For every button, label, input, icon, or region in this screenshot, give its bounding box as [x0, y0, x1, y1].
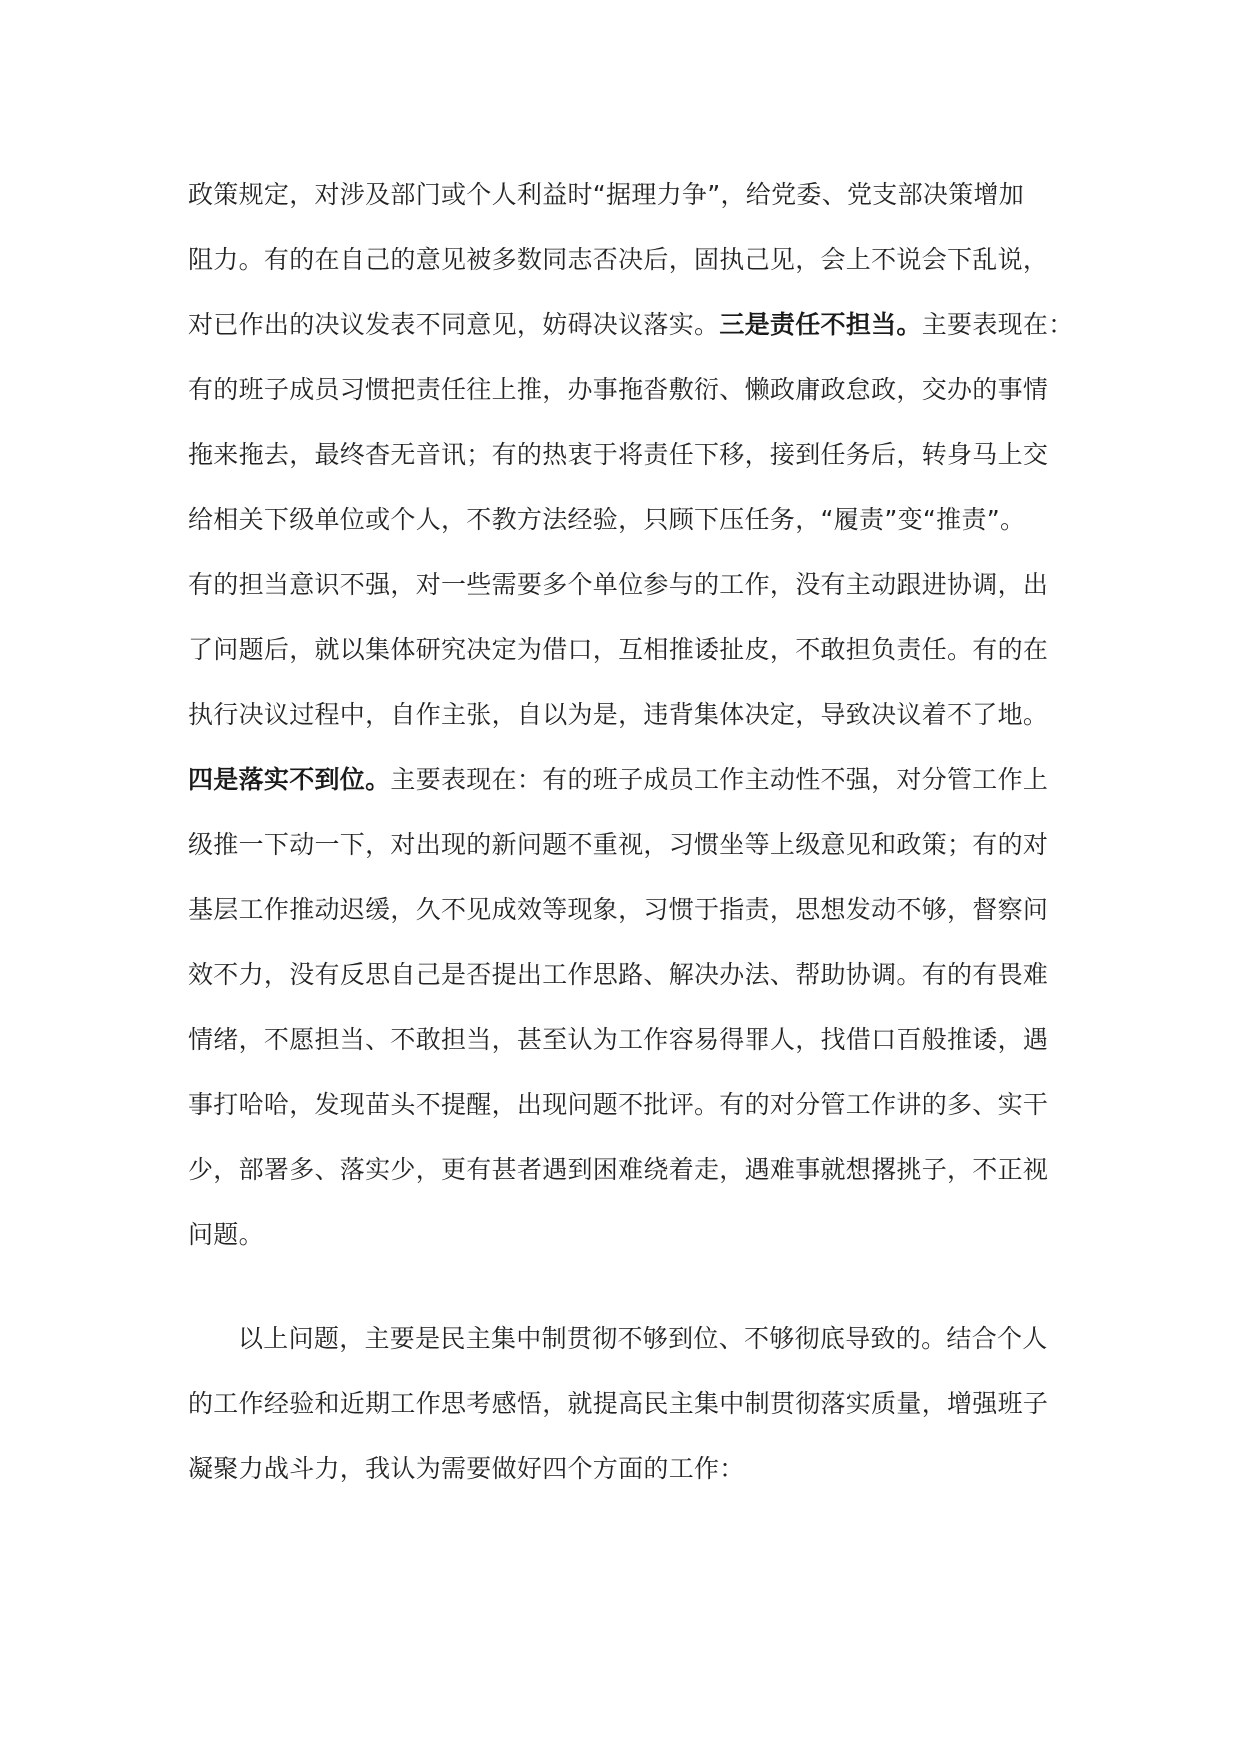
text-line: [188, 1137, 1068, 1202]
line-text: 阻力。有的在自己的意见被多数同志否决后，固执己见，会上不说会下乱说，: [188, 245, 1049, 274]
line-text: 有的担当意识不强，对一些需要多个单位参与的工作，没有主动跟进协调，出: [188, 570, 1049, 599]
text-line: [188, 552, 1068, 617]
line-text: 事打哈哈，发现苗头不提醒，出现问题不批评。有的对分管工作讲的多、实干: [188, 1090, 1049, 1119]
text-line: [188, 1007, 1068, 1072]
text-line: [188, 422, 1068, 487]
line-text: 以上问题，主要是民主集中制贯彻不够到位、不够彻底导致的。结合个人: [238, 1324, 1048, 1353]
text-line: [188, 357, 1068, 422]
line-text: 政策规定，对涉及部门或个人利益时“据理力争”，给党委、党支部决策增加: [188, 180, 1025, 209]
line-text: 了问题后，就以集体研究决定为借口，互相推诿扯皮，不敢担负责任。有的在: [188, 635, 1049, 664]
line-text: 凝聚力战斗力，我认为需要做好四个方面的工作：: [188, 1454, 745, 1483]
section-heading-inline: 四是落实不到位。: [188, 765, 391, 794]
text-line: [188, 1306, 1068, 1371]
text-line: [188, 162, 1068, 227]
text-line: [188, 1436, 1068, 1501]
section-heading-inline: 三是责任不担当。: [719, 310, 922, 339]
text-line: [188, 812, 1068, 877]
text-line: [188, 1072, 1068, 1137]
line-text: 有的班子成员习惯把责任往上推，办事拖沓敷衍、懒政庸政怠政，交办的事情: [188, 375, 1049, 404]
text-line: [188, 617, 1068, 682]
line-text: 级推一下动一下，对出现的新问题不重视，习惯坐等上级意见和政策；有的对: [188, 830, 1049, 859]
line-text: 主要表现在：: [921, 310, 1074, 339]
line-text: 主要表现在：有的班子成员工作主动性不强，对分管工作上: [390, 765, 1049, 794]
line-text: 拖来拖去，最终杳无音讯；有的热衷于将责任下移，接到任务后，转身马上交: [188, 440, 1049, 469]
line-text: 基层工作推动迟缓，久不见成效等现象，习惯于指责，思想发动不够，督察问: [188, 895, 1049, 924]
text-line: [188, 747, 1068, 812]
text-line: [188, 487, 1068, 552]
text-line: [188, 1202, 1068, 1267]
line-text: 情绪，不愿担当、不敢担当，甚至认为工作容易得罪人，找借口百般推诿，遇: [188, 1025, 1049, 1054]
body-paragraph: [188, 1306, 1068, 1501]
line-text: 问题。: [188, 1220, 264, 1249]
text-line: [188, 877, 1068, 942]
text-line: [188, 1371, 1068, 1436]
body-paragraph: [188, 162, 1074, 1267]
text-line: [188, 227, 1068, 292]
text-line: [188, 292, 1074, 357]
line-text: 效不力，没有反思自己是否提出工作思路、解决办法、帮助协调。有的有畏难: [188, 960, 1049, 989]
line-text: 执行决议过程中，自作主张，自以为是，违背集体决定，导致决议着不了地。: [188, 700, 1049, 729]
text-line: [188, 942, 1068, 1007]
text-line: [188, 682, 1068, 747]
line-text: 少，部署多、落实少，更有甚者遇到困难绕着走，遇难事就想撂挑子，不正视: [188, 1155, 1049, 1184]
line-text: 给相关下级单位或个人，不教方法经验，只顾下压任务，“履责”变“推责”。: [188, 505, 1026, 534]
line-text: 的工作经验和近期工作思考感悟，就提高民主集中制贯彻落实质量，增强班子: [188, 1389, 1049, 1418]
line-text: 对已作出的决议发表不同意见，妨碍决议落实。: [188, 310, 720, 339]
